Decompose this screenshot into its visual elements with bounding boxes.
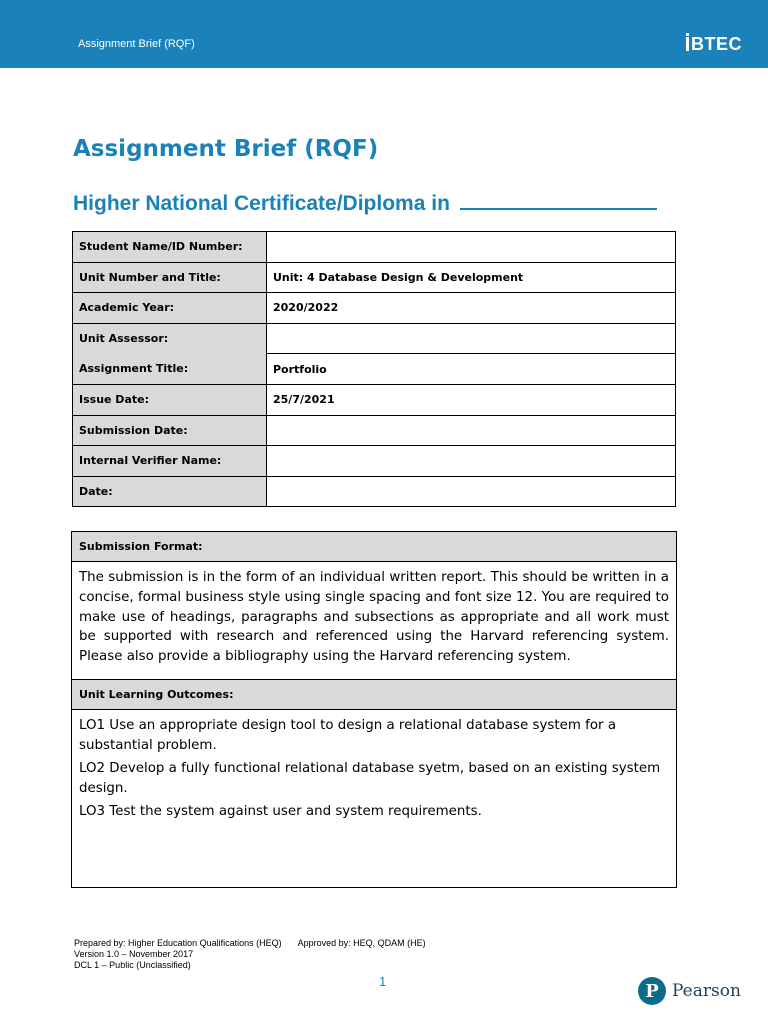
list-item: LO3 Test the system against user and system requirements. [79, 804, 482, 819]
row-label-academic-year: Academic Year: [73, 293, 267, 324]
table-row [73, 415, 676, 446]
submission-outcomes-box [71, 531, 677, 888]
row-value-assignment-title: Portfolio [267, 354, 676, 385]
btec-logo-mark-icon [686, 37, 689, 51]
submission-format-heading: Submission Format: [72, 532, 676, 562]
list-item: LO1 Use an appropriate design tool to design a relational database system for a substantial problem. [79, 718, 617, 753]
pearson-logo [638, 977, 741, 1005]
row-value-verifier [267, 446, 676, 477]
btec-logo-text: BTEC [691, 34, 742, 54]
footer-prepared-by: Prepared by: Higher Education Qualifications (HEQ) [74, 938, 282, 948]
row-label-assessor: Unit Assessor: [73, 323, 267, 354]
row-label-student: Student Name/ID Number: [73, 232, 267, 263]
row-value-student [267, 232, 676, 263]
subtitle-blank-line [460, 190, 657, 210]
page-subtitle [73, 190, 657, 216]
submission-format-text: The submission is in the form of an individual written report. This should be written in a concise, formal business style using single spacing and font size 12. You are required to make use of headings, paragraphs and subsections as appropriate and all work must be supported with research and referenced using the Harvard referencing system. Please also provide a bibliography using the Harvard referencing system. [72, 562, 676, 680]
row-value-date [267, 476, 676, 507]
learning-outcomes-heading: Unit Learning Outcomes: [72, 680, 676, 710]
table-row [73, 262, 676, 293]
table-row [73, 384, 676, 415]
list-item: LO2 Develop a fully functional relational database syetm, based on an existing system design. [79, 761, 661, 796]
footer-version: Version 1.0 – November 2017 [74, 949, 194, 959]
row-label-issue-date: Issue Date: [73, 384, 267, 415]
footer-dcl: DCL 1 – Public (Unclassified) [74, 960, 191, 970]
page-title: Assignment Brief (RQF) [73, 136, 379, 162]
table-row [73, 354, 676, 385]
row-value-issue-date: 25/7/2021 [267, 384, 676, 415]
footer-line-1 [74, 938, 426, 949]
table-row [73, 232, 676, 263]
header-doc-label: Assignment Brief (RQF) [78, 38, 195, 50]
table-row [73, 476, 676, 507]
row-value-assessor [267, 323, 676, 354]
subtitle-text: Higher National Certificate/Diploma in [73, 192, 450, 215]
row-value-unit: Unit: 4 Database Design & Development [267, 262, 676, 293]
assignment-info-table [72, 231, 676, 507]
row-value-academic-year: 2020/2022 [267, 293, 676, 324]
table-row [73, 293, 676, 324]
table-row [73, 323, 676, 354]
pearson-p-icon: P [638, 977, 666, 1005]
row-label-submission-date: Submission Date: [73, 415, 267, 446]
footer-approved-by: Approved by: HEQ, QDAM (HE) [297, 938, 426, 948]
row-label-assignment-title: Assignment Title: [73, 354, 267, 385]
row-label-verifier: Internal Verifier Name: [73, 446, 267, 477]
btec-logo [686, 34, 742, 55]
row-label-date: Date: [73, 476, 267, 507]
table-row [73, 446, 676, 477]
document-footer [74, 938, 426, 971]
row-label-unit: Unit Number and Title: [73, 262, 267, 293]
header-bar [0, 0, 768, 68]
page-number: 1 [379, 974, 387, 989]
pearson-wordmark: Pearson [672, 981, 741, 1001]
row-value-submission-date [267, 415, 676, 446]
learning-outcomes-list [72, 710, 676, 887]
